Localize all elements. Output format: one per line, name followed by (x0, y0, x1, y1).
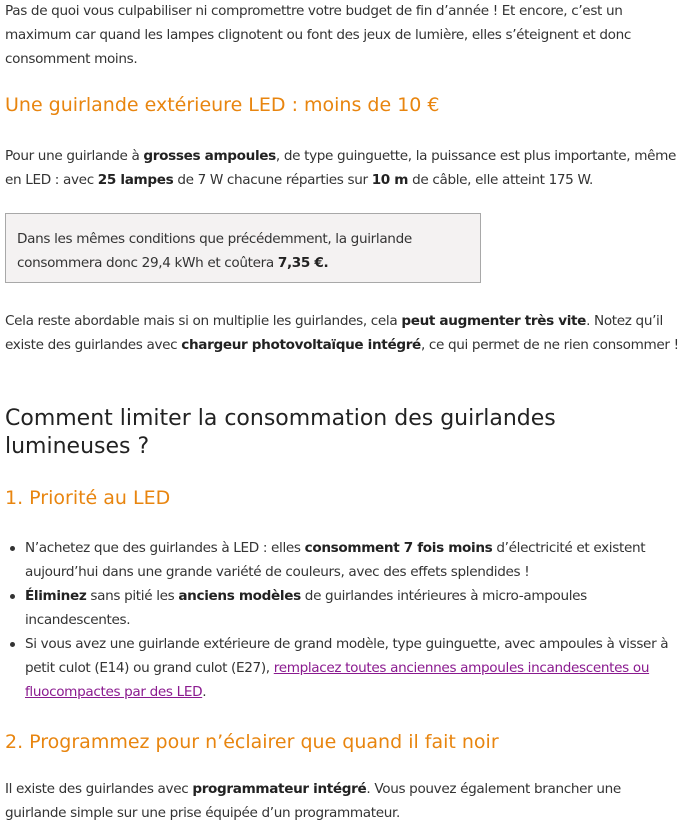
list-item (5, 536, 683, 584)
text: Si vous avez une guirlande extérieure de grand modèle, type guinguette, avec ampoules à visser à petit culot (E14) ou grand culot (E27), (25, 636, 669, 676)
bold-text: 25 lampes (97, 172, 174, 188)
bold-text: programmateur intégré (192, 781, 367, 797)
bold-text: 10 m (371, 172, 409, 188)
bold-text: grosses ampoules (143, 148, 276, 164)
text: Il existe des guirlandes avec (5, 781, 193, 797)
affordable-paragraph (5, 309, 683, 357)
tips-list (5, 536, 683, 704)
text: . Vous pouvez également brancher une guirlande simple sur une prise équipée d’un programmateur. (5, 781, 621, 821)
text: N’achetez que des guirlandes à LED : elles (25, 540, 305, 556)
outdoor-paragraph (5, 144, 683, 192)
programming-paragraph (5, 777, 683, 825)
intro-text: Pas de quoi vous culpabiliser ni compromettre votre budget de fin d’année ! Et encore, c’est un maximum car quand les lampes clignotent ou font des jeux de lumière, elles s’éteignent et donc consomment moins. (5, 3, 631, 67)
section-heading-programming: 2. Programmez pour n’éclairer que quand il fait noir (5, 731, 499, 753)
bold-text: chargeur photovoltaïque intégré (181, 337, 421, 353)
text: Pour une guirlande à (5, 148, 144, 164)
intro-paragraph (5, 0, 683, 71)
section-heading-led-priority: 1. Priorité au LED (5, 487, 171, 509)
list-item (5, 632, 683, 704)
text: , de type guinguette, la puissance est plus importante, même en LED : avec (5, 148, 677, 188)
text: , ce qui permet de ne rien consommer ! (420, 337, 679, 353)
text: . Notez qu’il existe des guirlandes avec (5, 313, 663, 353)
bullet-icon (10, 546, 15, 551)
bold-text: consomment 7 fois moins (304, 540, 493, 556)
main-heading: Comment limiter la consommation des guirlandes lumineuses ? (5, 406, 556, 459)
bold-text: anciens modèles (178, 588, 301, 604)
highlight-text (17, 227, 469, 275)
bold-text: Éliminez (25, 588, 87, 604)
text: Dans les mêmes conditions que précédemment, la guirlande consommera donc 29,4 kWh et coûtera (17, 231, 412, 271)
text: d’électricité et existent aujourd’hui dans une grande variété de couleurs, avec des effets splendides ! (25, 540, 646, 580)
bold-text: 7,35 €. (277, 255, 329, 271)
text: de 7 W chacune réparties sur (173, 172, 372, 188)
highlight-box (5, 213, 481, 283)
text: sans pitié les (86, 588, 179, 604)
text: de guirlandes intérieures à micro-ampoules incandescentes. (25, 588, 587, 628)
section-heading-outdoor-led: Une guirlande extérieure LED : moins de 10 € (5, 94, 440, 116)
bullet-icon (10, 642, 15, 647)
bullet-icon (10, 594, 15, 599)
bold-text: peut augmenter très vite (401, 313, 587, 329)
text: Cela reste abordable mais si on multiplie les guirlandes, cela (5, 313, 402, 329)
replace-bulbs-link[interactable]: remplacez toutes anciennes ampoules incandescentes ou fluocompactes par des LED (25, 660, 650, 700)
list-item (5, 584, 683, 632)
text: de câble, elle atteint 175 W. (408, 172, 593, 188)
text: . (202, 684, 207, 700)
